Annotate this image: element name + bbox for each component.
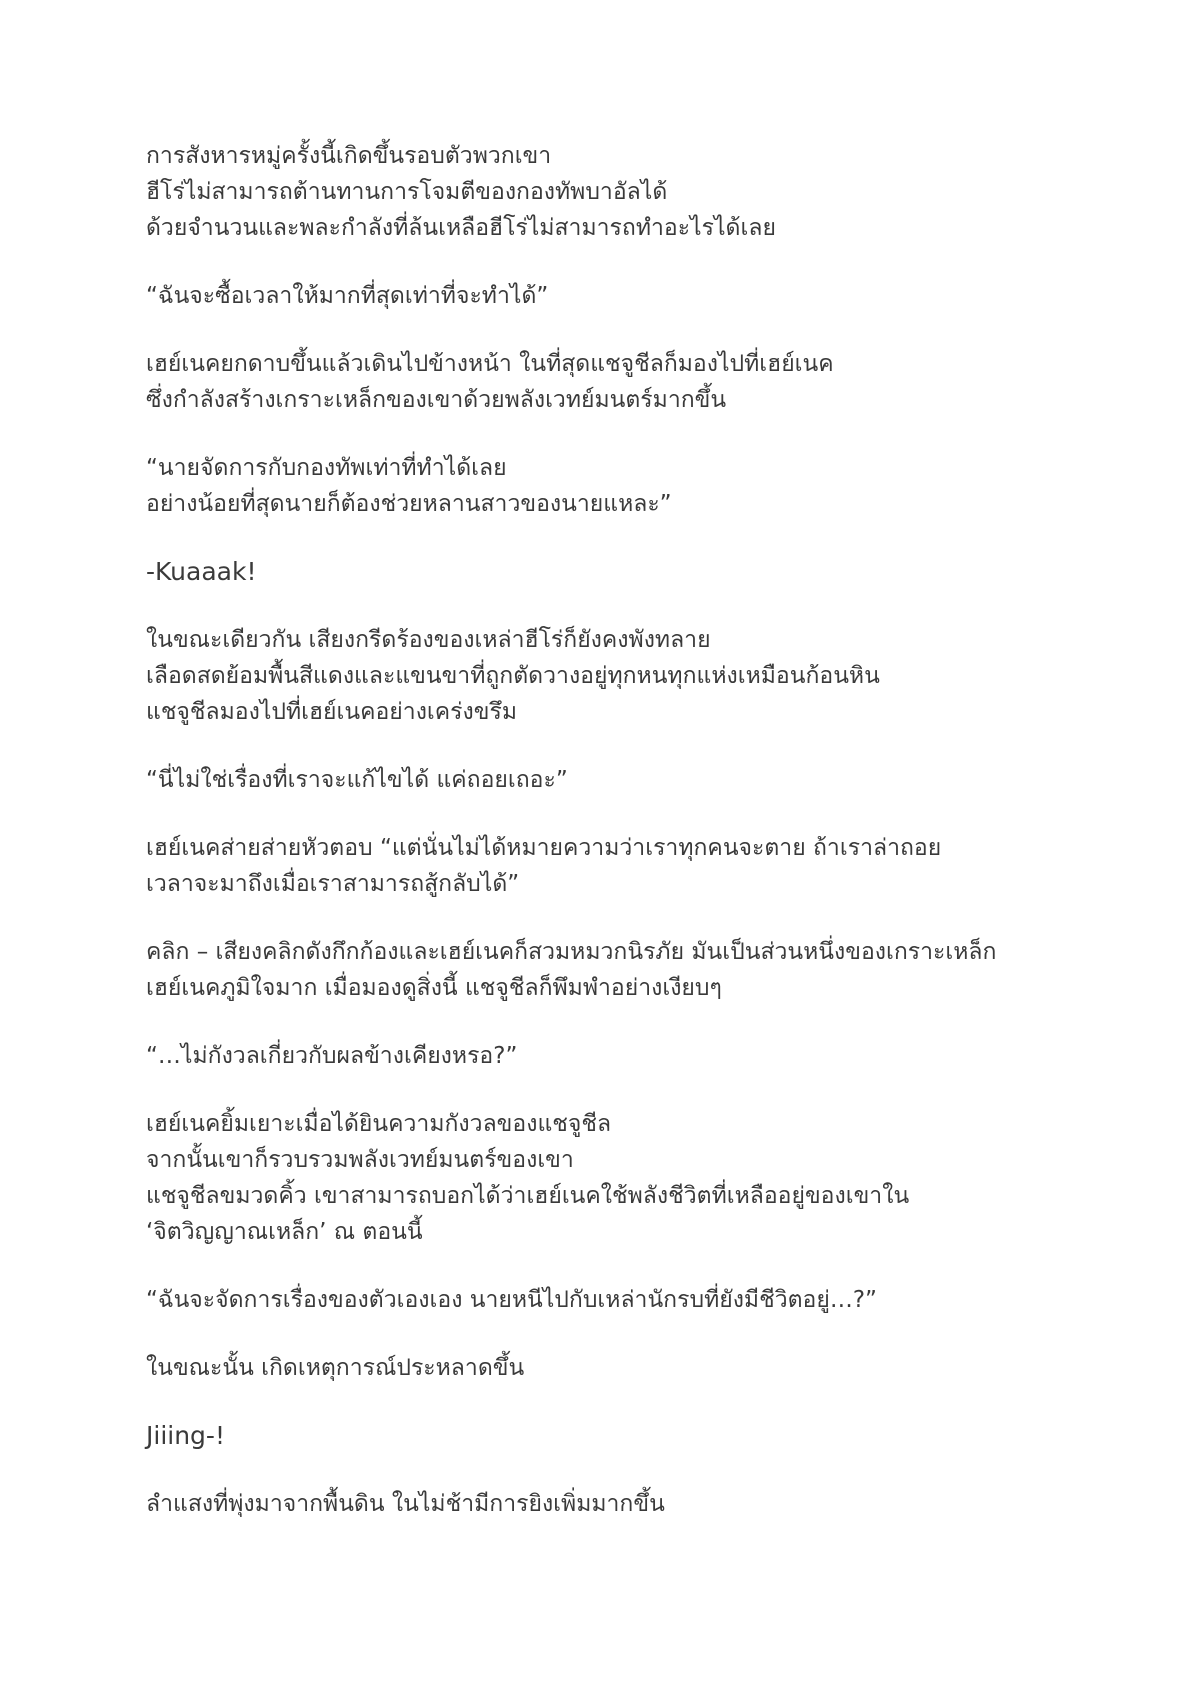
paragraph: [146, 934, 1106, 1006]
text-line: เลือดสดย้อมพื้นสีแดงและแขนขาที่ถูกตัดวางอยู่ทุกหนทุกแห่งเหมือนก้อนหิน: [146, 663, 880, 689]
text-line: Jiiing-!: [146, 1421, 225, 1450]
text-line: “นี่ไม่ใช่เรื่องที่เราจะแก้ไขได้ แค่ถอยเถอะ”: [146, 767, 568, 793]
text-line: เฮย์เนคยกดาบขึ้นแล้วเดินไปข้างหน้า ในที่สุดแชจูชีลก็มองไปที่เฮย์เนค: [146, 351, 834, 377]
text-line: การสังหารหมู่ครั้งนี้เกิดขึ้นรอบตัวพวกเขา: [146, 143, 552, 169]
paragraph: [146, 278, 1106, 314]
paragraph: [146, 1106, 1106, 1250]
text-line: “นายจัดการกับกองทัพเท่าที่ทำได้เลย: [146, 455, 507, 481]
paragraph: [146, 762, 1106, 798]
paragraph: [146, 554, 1106, 590]
text-line: ‘จิตวิญญาณเหล็ก’ ณ ตอนนี้: [146, 1219, 423, 1245]
text-line: ด้วยจำนวนและพละกำลังที่ล้นเหลือฮีโร่ไม่สามารถทำอะไรได้เลย: [146, 215, 776, 241]
paragraph: [146, 346, 1106, 418]
text-line: ลำแสงที่พุ่งมาจากพื้นดิน ในไม่ช้ามีการยิงเพิ่มมากขึ้น: [146, 1491, 665, 1517]
text-line: เฮย์เนคยิ้มเยาะเมื่อได้ยินความกังวลของแชจูชีล: [146, 1111, 612, 1137]
text-line: แชจูชีลขมวดคิ้ว เขาสามารถบอกได้ว่าเฮย์เนคใช้พลังชีวิตที่เหลืออยู่ของเขาใน: [146, 1183, 910, 1209]
text-line: แชจูชีลมองไปที่เฮย์เนคอย่างเคร่งขรึม: [146, 699, 517, 725]
text-line: “ฉันจะซื้อเวลาให้มากที่สุดเท่าที่จะทำได้”: [146, 283, 549, 309]
text-line: ในขณะเดียวกัน เสียงกรีดร้องของเหล่าฮีโร่ก็ยังคงพังทลาย: [146, 627, 711, 653]
text-line: จากนั้นเขาก็รวบรวมพลังเวทย์มนตร์ของเขา: [146, 1147, 574, 1173]
paragraph: [146, 1282, 1106, 1318]
paragraph: [146, 1038, 1106, 1074]
paragraph: [146, 1350, 1106, 1386]
text-line: “ฉันจะจัดการเรื่องของตัวเองเอง นายหนีไปกับเหล่านักรบที่ยังมีชีวิตอยู่…?”: [146, 1287, 877, 1313]
paragraph: [146, 830, 1106, 902]
text-line: ซึ่งกำลังสร้างเกราะเหล็กของเขาด้วยพลังเวทย์มนตร์มากขึ้น: [146, 387, 727, 413]
text-line: เวลาจะมาถึงเมื่อเราสามารถสู้กลับได้”: [146, 871, 520, 897]
text-line: ฮีโร่ไม่สามารถต้านทานการโจมตีของกองทัพบาอัลได้: [146, 179, 668, 205]
text-line: เฮย์เนคส่ายส่ายหัวตอบ “แต่นั่นไม่ได้หมายความว่าเราทุกคนจะตาย ถ้าเราล่าถอย: [146, 835, 942, 861]
text-line: อย่างน้อยที่สุดนายก็ต้องช่วยหลานสาวของนายแหละ”: [146, 491, 672, 517]
text-line: “…ไม่กังวลเกี่ยวกับผลข้างเคียงหรอ?”: [146, 1043, 518, 1069]
text-line: -Kuaaak!: [146, 557, 257, 586]
document-body: [146, 138, 1106, 1554]
paragraph: [146, 138, 1106, 246]
text-line: เฮย์เนคภูมิใจมาก เมื่อมองดูสิ่งนี้ แชจูชีลก็พึมพำอย่างเงียบๆ: [146, 975, 722, 1001]
paragraph: [146, 622, 1106, 730]
paragraph: [146, 450, 1106, 522]
text-line: คลิก – เสียงคลิกดังกึกก้องและเฮย์เนคก็สวมหมวกนิรภัย มันเป็นส่วนหนึ่งของเกราะเหล็ก: [146, 939, 997, 965]
paragraph: [146, 1418, 1106, 1454]
paragraph: [146, 1486, 1106, 1522]
text-line: ในขณะนั้น เกิดเหตุการณ์ประหลาดขึ้น: [146, 1355, 525, 1381]
